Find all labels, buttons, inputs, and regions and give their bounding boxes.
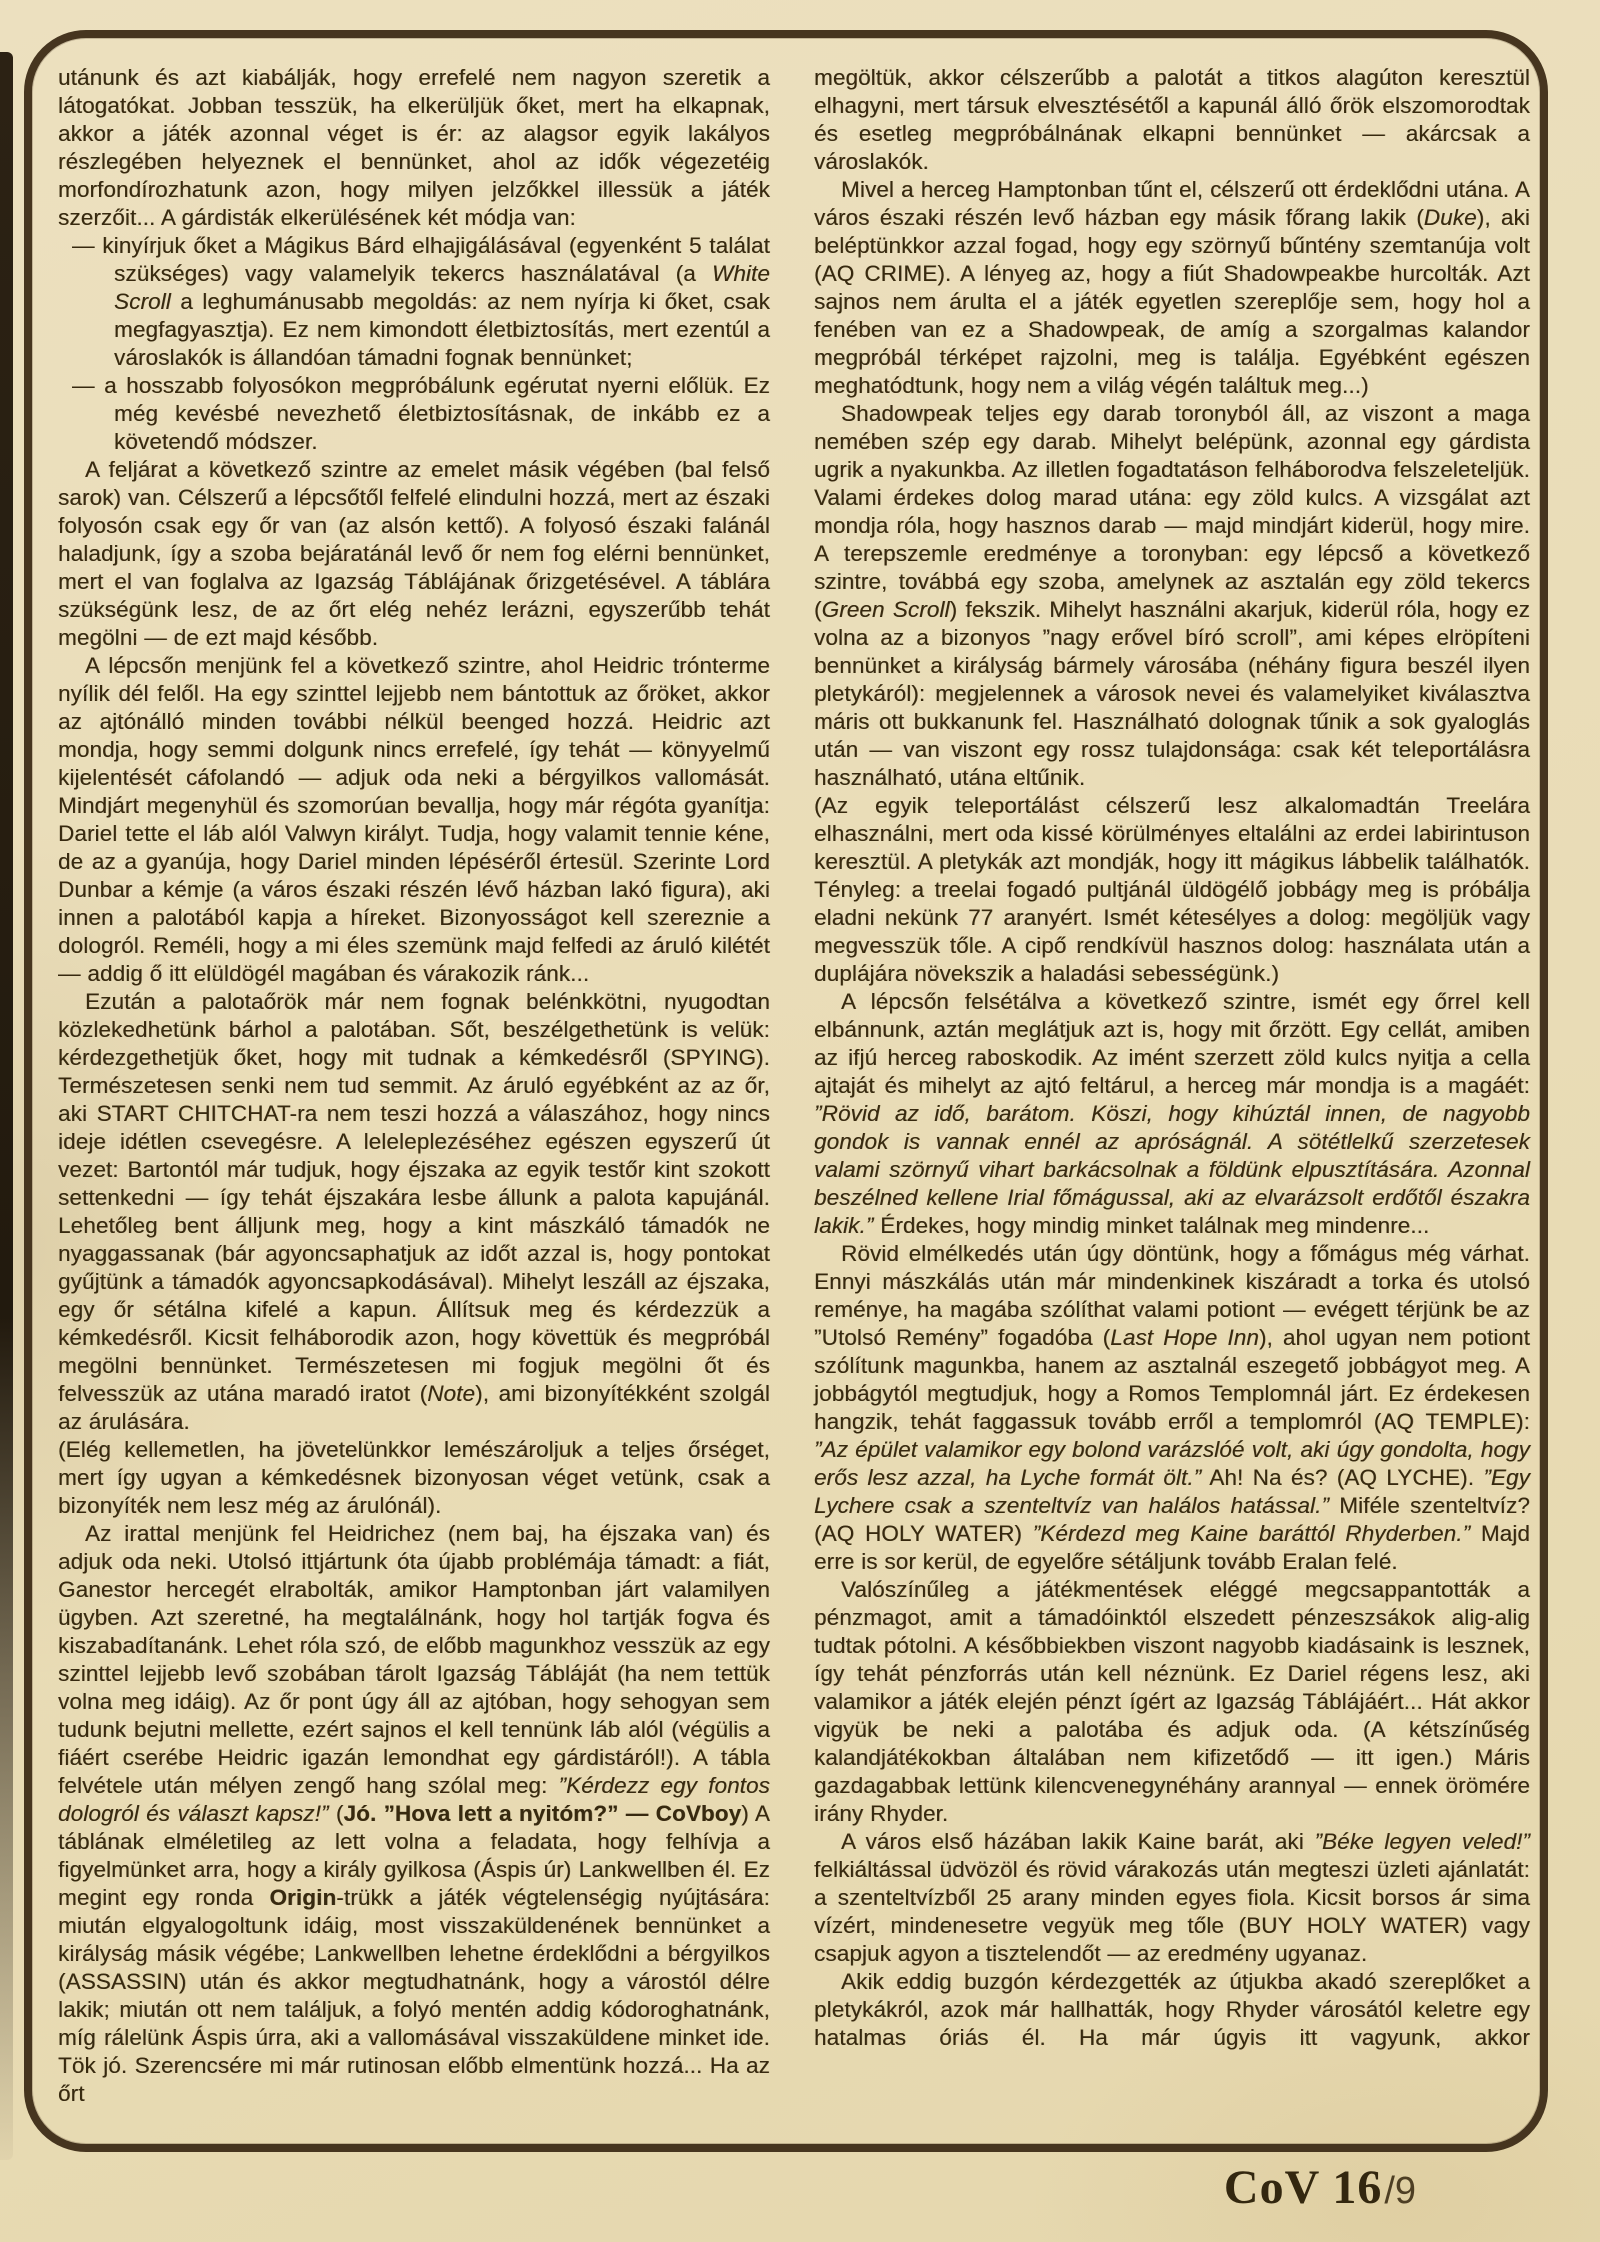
scan-edge-shadow: [0, 52, 13, 2160]
magazine-title: CoV 16: [1223, 2161, 1383, 2214]
paragraph: A feljárat a következő szintre az emelet másik végében (bal felső sarok) van. Célszerű a lépcsőtől felfelé elindulni hozzá, mert az északi folyosón csak egy őr van (az alsón kettő). A folyosó északi falánál haladjunk, így a szoba bejáratánál levő őr nem fog elérni bennünket, mert el van foglalva az Igazság Táblájának őrizgetésével. A táblára szükségünk lesz, de az őrt elég nehéz lerázni, egyszerűbb tehát megölni — de ezt majd később.: [58, 457, 770, 650]
paragraph: Akik eddig buzgón kérdezgették az útjukba akadó szereplőket a pletykákról, azok már hallhatták, hogy Rhyder városától keletre egy hatalmas óriás él. Ha már úgyis itt vagyunk, akkor: [814, 1969, 1530, 2050]
paragraph: (Az egyik teleportálást célszerű lesz alkalomadtán Treelára elhasználni, mert oda kissé körülményes eltalálni az erdei labirintuson keresztül. A pletykák azt mondják, hogy itt mágikus lábbelik találhatók. Tényleg: a treelai fogadó pultjánál üldögélő jobbágy meg is próbálja eladni nekünk 77 aranyért. Ismét kétesélyes a dolog: megöljük vagy megvesszük tőle. A cipő rendkívül hasznos dolog: használata után a duplájára növekszik a haladási sebességünk.): [814, 793, 1530, 986]
paragraph: megöltük, akkor célszerűbb a palotát a titkos alagúton keresztül elhagyni, mert társuk elvesztésétől a kapunál álló őrök elszomorodtak és esetleg megpróbálnának elkapni bennünket — akárcsak a városlakók.: [814, 65, 1530, 174]
paragraph: Valószínűleg a játékmentések eléggé megcsappantották a pénzmagot, amit a támadóinktól elszedett pénzeszsákok alig-alig tudtak pótolni. A későbbiekben viszont nagyobb kiadásaink is lesznek, így tehát pénzforrás után kell néznünk. Ez Dariel régens lesz, aki valamikor a játék elején pénzt ígért az Igazság Táblájáért... Hát akkor vigyük be neki a palotába és adjuk oda. (A kétszínűség kalandjátékokban általában nem kifizetődő — itt igen.) Máris gazdagabbak lettünk kilencvenegynéhány arannyal — ennek örömére irány Rhyder.: [814, 1577, 1530, 1826]
page-footer: [1130, 2160, 1510, 2215]
paragraph: A lépcsőn menjünk fel a következő szintre, ahol Heidric trónterme nyílik dél felől. Ha egy szinttel lejjebb nem bántottuk az őröket, akkor az ajtónálló minden további nélkül beenged hozzá. Heidric azt mondja, hogy semmi dolgunk nincs errefelé, így tehát — könyyelmű kijelentését cáfolandó — adjuk oda neki a bérgyilkos vallomását. Mindjárt megenyhül és szomorúan bevallja, hogy már régóta gyanítja: Dariel tette el láb alól Valwyn királyt. Tudja, hogy valamit tennie kéne, de az a gyanúja, hogy Dariel minden lépéséről értesül. Szerinte Lord Dunbar a kémje (a város északi részén lévő házban lakó figura), aki innen a palotából kapja a híreket. Bizonyosságot kell szereznie a dologról. Reméli, hogy a mi éles szemünk majd felfedi az áruló kilétét — addig ő itt elüldögél magában és várakozik ránk...: [58, 653, 770, 986]
paragraph: Mivel a herceg Hamptonban tűnt el, célszerű ott érdeklődni utána. A város északi részén levő házban egy másik főrang lakik (Duke), aki beléptünkkor azzal fogad, hogy egy szörnyű bűntény szemtanúja volt (AQ CRIME). A lényeg az, hogy a fiút Shadowpeakbe hurcolták. Azt sajnos nem árulta el a játék egyetlen szereplője sem, hogy hol a fenében van ez a Shadowpeak, de amíg a szorgalmas kalandor megpróbál térképet rajzolni, meg is találja. Egyébként egészen meghatódtunk, hogy nem a világ végén találtuk meg...): [814, 177, 1530, 398]
paragraph: A város első házában lakik Kaine barát, aki ”Béke legyen veled!” felkiáltással üdvözöl és rövid várakozás után megteszi üzleti ajánlatát: a szenteltvízből 25 arany minden egyes fiola. Kicsit borsos ár sima vízért, mindenesetre vegyük meg tőle (BUY HOLY WATER) vagy csapjuk agyon a tisztelendőt — az eredmény ugyanaz.: [814, 1829, 1530, 1966]
right-text-column: [814, 64, 1530, 2052]
paragraph: Rövid elmélkedés után úgy döntünk, hogy a főmágus még várhat. Ennyi mászkálás után már mindenkinek kiszáradt a torka és utolsó reménye, ha magába szólíthat valami potiont — evégett térjünk be az ”Utolsó Remény” fogadóba (Last Hope Inn), ahol ugyan nem potiont szólítunk magunkba, hanem az asztalnál eszegető jobbágyot meg. A jobbágytól megtudjuk, hogy a Romos Templomnál járt. Ez érdekesen hangzik, tehát faggassuk tovább erről a templomról (AQ TEMPLE): ”Az épület valamikor egy bolond varázslóé volt, aki úgy gondolta, hogy erős lesz azzal, ha Lyche formát ölt.” Ah! Na és? (AQ LYCHE). ”Egy Lychere csak a szenteltvíz van halálos hatással.” Miféle szenteltvíz? (AQ HOLY WATER) ”Kérdezd meg Kaine baráttól Rhyderben.” Majd erre is sor kerül, de egyelőre sétáljunk tovább Eralan felé.: [814, 1241, 1531, 1574]
paragraph: (Elég kellemetlen, ha jövetelünkkor lemészároljuk a teljes őrséget, mert így ugyan a kémkedésnek bizonyosan véget vetünk, csak a bizonyíték nem lesz még az árulónál).: [58, 1437, 770, 1518]
page-number: /9: [1384, 2170, 1417, 2212]
paragraph: — a hosszabb folyosókon megpróbálunk egérutat nyerni előlük. Ez még kevésbé nevezhető életbiztosításnak, de inkább ez a követendő módszer.: [72, 373, 770, 454]
paragraph: Ezután a palotaőrök már nem fognak belénkkötni, nyugodtan közlekedhetünk bárhol a palotában. Sőt, beszélgethetünk is velük: kérdezgethetjük őket, hogy mit tudnak a kémkedésről (SPYING). Természetesen senki nem tud semmit. Az áruló egyébként az az őr, aki START CHITCHAT-ra nem teszi hozzá a válaszához, hogy nincs ideje idétlen csevegésre. A leleleplezéséhez egészen egyszerű út vezet: Bartontól már tudjuk, hogy éjszaka az egyik testőr kint szokott settenkedni — így tehát éjszakára lesbe állunk a palota kapujánál. Lehetőleg bent álljunk meg, hogy a kint mászkáló támadók ne nyaggassanak (bár agyoncsaphatjuk az időt azzal is, hogy pontokat gyűjtünk a támadók agyoncsapkodásával). Mihelyt leszáll az éjszaka, egy őr sétálna kifelé a kapun. Állítsuk meg és kérdezzük a kémkedésről. Kicsit felháborodik azon, hogy követtük és megpróbál megölni bennünket. Természetesen mi fogjuk megölni őt és felvesszük az utána maradó iratot (Note), ami bizonyítékként szolgál az árulására.: [58, 989, 770, 1434]
paragraph: Az irattal menjünk fel Heidrichez (nem baj, ha éjszaka van) és adjuk oda neki. Utolsó ittjártunk óta újabb problémája támadt: a fiát, Ganestor hercegét elrabolták, amikor Hamptonban járt valamilyen ügyben. Azt szeretné, ha megtalálnánk, hogy hol tartják fogva és kiszabadítanánk. Lehet róla szó, de előbb magunkhoz vesszük az egy szinttel lejjebb levő szobában tárolt Igazság Tábláját (ha nem tettük volna meg idáig). Az őr pont úgy áll az ajtóban, hogy sehogyan sem tudunk bejutni mellette, ezért sajnos el kell tennünk láb alól (végülis a fiáért cserébe Heidric igazán lemondhat egy gárdistáról!). A tábla felvétele után mélyen zengő hang szólal meg: ”Kérdezz egy fontos dologról és választ kapsz!” (Jó. ”Hova lett a nyitóm?” — CoVboy) A táblának elméletileg az lett volna a feladata, hogy felhívja a figyelmünket arra, hogy a király gyilkosa (Áspis úr) Lankwellben él. Ez megint egy ronda Origin-trükk a játék végtelenségig nyújtására: miután elgyalogoltunk idáig, most visszaküldenének bennünket a királyság másik végébe; Lankwellben lehetne érdeklődni a bérgyilkos (ASSASSIN) után és akkor megtudhatnánk, hogy a várostól délre lakik; miután ott nem találjuk, a folyó mentén addig kódoroghatnánk, míg rálelünk Áspis úrra, aki a vallomásával visszaküldene minket ide. Tök jó. Szerencsére mi már rutinosan előbb elmentünk hozzá... Ha az őrt: [58, 1521, 771, 2106]
paragraph: — kinyírjuk őket a Mágikus Bárd elhajigálásával (egyenként 5 találat szükséges) vagy valamelyik tekercs használatával (a White Scroll a leghumánusabb megoldás: az nem nyírja ki őket, csak megfagyasztja). Ez nem kimondott életbiztosítás, mert ezentúl a városlakók is állandóan támadni fognak bennünket;: [72, 233, 770, 370]
paragraph: Shadowpeak teljes egy darab toronyból áll, az viszont a maga nemében szép egy darab. Mihelyt belépünk, azonnal egy gárdista ugrik a nyakunkba. Az illetlen fogadtatáson felháborodva felszeleteljük. Valami érdekes dolog marad utána: egy zöld kulcs. A vizsgálat azt mondja róla, hogy hasznos darab — majd mindjárt kiderül, hogy mire. A terepszemle eredménye a toronyban: egy lépcső a következő szintre, továbbá egy szoba, amelynek az asztalán egy zöld tekercs (Green Scroll) fekszik. Mihelyt használni akarjuk, kiderül róla, hogy ez volna az a bizonyos ”nagy erővel bíró scroll”, ami képes elröpíteni bennünket a királyság bármely városába (néhány figura beszél ilyen pletykáról): megjelennek a városok nevei és valamelyiket kiválasztva máris ott bukkanunk fel. Használható dolognak tűnik a sok gyaloglás után — van viszont egy rossz tulajdonsága: csak két teleportálásra használható, utána eltűnik.: [814, 401, 1530, 790]
paragraph: A lépcsőn felsétálva a következő szintre, ismét egy őrrel kell elbánnunk, aztán meglátjuk azt is, hogy mit őrzött. Egy cellát, amiben az ifjú herceg raboskodik. Az imént szerzett zöld kulcs nyitja a cella ajtaját és mihelyt az ajtó feltárul, a herceg már mondja is a magáét: ”Rövid az idő, barátom. Köszi, hogy kihúztál innen, de nagyobb gondok is vannak ennél az apróságnál. A sötétlelkű szerzetesek valami szörnyű vihart barkácsolnak a földünk elpusztítására. Azonnal beszélned kellene Irial főmágussal, aki az elvarázsolt erdőtől északra lakik.” Érdekes, hogy mindig minket találnak meg mindenre...: [814, 989, 1530, 1238]
paragraph: utánunk és azt kiabálják, hogy errefelé nem nagyon szeretik a látogatókat. Jobban tesszük, ha elkerüljük őket, mert ha elkapnak, akkor a játék azonnal véget is ér: az alagsor egyik lakályos részlegében helyeznek el bennünket, ahol az idők végezetéig morfondírozhatunk azon, hogy milyen jelzőkkel illessük a játék szerzőit... A gárdisták elkerülésének két módja van:: [58, 65, 770, 230]
left-text-column: [58, 64, 770, 2108]
